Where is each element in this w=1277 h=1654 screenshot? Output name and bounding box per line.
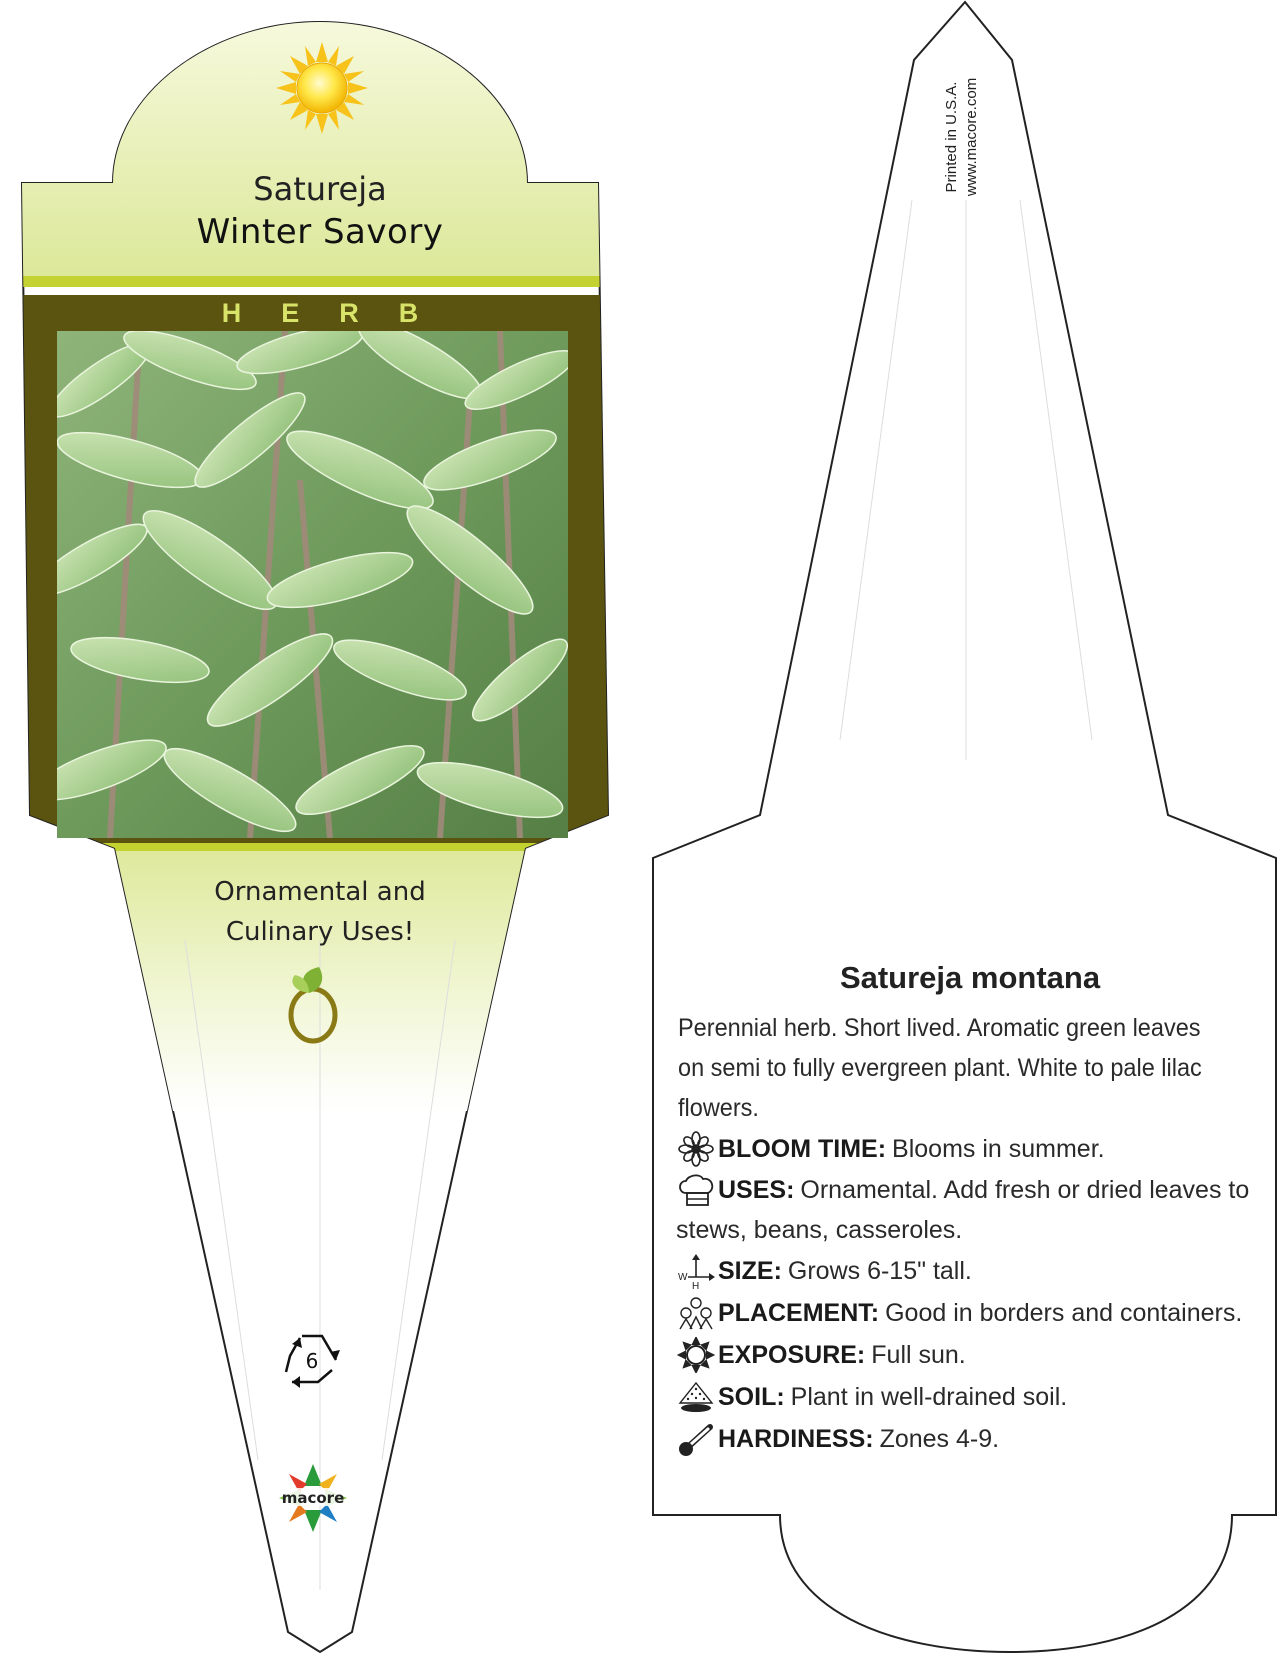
printed-line-2: www.macore.com (963, 77, 980, 197)
attr-label: BLOOM TIME: (718, 1134, 887, 1163)
attr-placement (676, 1292, 1256, 1334)
tagline-line-1: Ornamental and (214, 877, 426, 907)
attr-uses (676, 1170, 1256, 1250)
flower-icon (676, 1131, 718, 1167)
attr-value: Ornamental. Add fresh or dried leaves to stews, beans, casseroles. (676, 1176, 1250, 1244)
recycle-code: 6 (305, 1349, 319, 1373)
attr-value: Full sun. (871, 1340, 966, 1369)
attr-value: Zones 4-9. (879, 1424, 1000, 1453)
brand-name: macore (281, 1489, 345, 1507)
attribute-list (676, 1128, 1256, 1460)
attr-exposure (676, 1334, 1256, 1376)
attr-value: Good in borders and containers. (885, 1298, 1243, 1327)
size-h-letter: H (692, 1281, 700, 1289)
soil-icon (676, 1379, 718, 1415)
category-label: HERB (221, 298, 459, 328)
size-w-letter: W (678, 1272, 688, 1283)
tagline-line-2: Culinary Uses! (225, 917, 415, 947)
printed-in-usa (940, 52, 982, 222)
attr-size (676, 1250, 1256, 1292)
attr-value: Grows 6-15" tall. (787, 1256, 972, 1285)
common-name-title: Winter Savory (196, 212, 444, 252)
tagline (40, 872, 600, 952)
attr-value: Blooms in summer. (892, 1134, 1105, 1163)
chef-hat-icon (676, 1173, 718, 1209)
attr-label: USES: (718, 1176, 795, 1204)
attr-label: HARDINESS: (718, 1424, 874, 1453)
attr-value: Plant in well-drained soil. (790, 1382, 1068, 1411)
attr-hardiness (676, 1418, 1256, 1460)
placement-icon (676, 1295, 718, 1331)
attr-bloom-time (676, 1128, 1256, 1170)
species-name: Satureja montana (839, 960, 1101, 995)
attr-label: SOIL: (718, 1382, 785, 1411)
printed-line-1: Printed in U.S.A. (943, 81, 960, 193)
genus-title: Satureja (253, 170, 387, 208)
sun-outline-icon (676, 1337, 718, 1373)
thermometer-icon (676, 1421, 718, 1457)
attr-label: PLACEMENT: (718, 1298, 880, 1327)
attr-label: EXPOSURE: (718, 1340, 866, 1369)
size-arrows-icon (676, 1253, 718, 1289)
attr-label: SIZE: (718, 1256, 782, 1285)
attr-soil (676, 1376, 1256, 1418)
plant-photo (25, 309, 581, 845)
macore-logo (279, 1464, 347, 1532)
plant-description: Perennial herb. Short lived. Aromatic green leaves on semi to fully evergreen plant. White to pale lilac flowers. (678, 1014, 1202, 1122)
